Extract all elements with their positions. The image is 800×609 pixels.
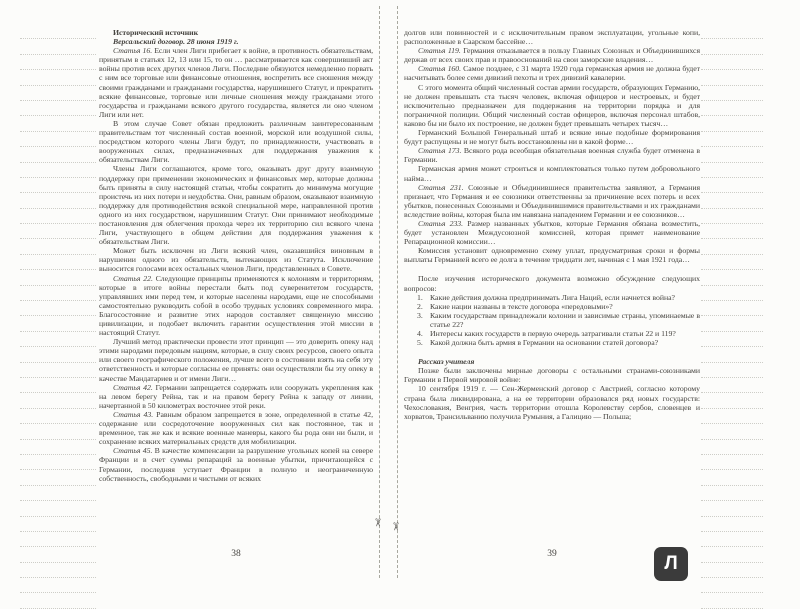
bleed-line	[20, 378, 96, 393]
bleed-line	[701, 270, 763, 285]
bleed-line	[20, 86, 96, 101]
bleed-line	[20, 24, 96, 39]
bleed-line	[20, 239, 96, 254]
bleed-line	[20, 70, 96, 85]
paragraph: Комиссия установит одновременно схему уплат, предусматривая сроки и формы выплаты Германией всего ее долга в течение тридцати лет, начиная с 1 мая 1921 года…	[404, 246, 700, 265]
question-number: 3.	[417, 310, 423, 320]
section-heading: Исторический источник	[113, 28, 199, 37]
cut-line	[379, 6, 380, 578]
question-item	[404, 302, 700, 311]
bleed-line	[701, 316, 763, 331]
article-number: Статья 119.	[418, 46, 464, 56]
bleed-line	[20, 286, 96, 301]
cut-line	[397, 6, 398, 578]
bleed-line	[20, 363, 96, 378]
scissors-icon: ✂	[371, 517, 384, 528]
bleed-line	[20, 270, 96, 285]
bleed-line	[701, 101, 763, 116]
bleed-line	[701, 178, 763, 193]
bleed-line	[701, 86, 763, 101]
paragraph: В этом случае Совет обязан предложить различным заинтересованным правительствам тот численный состав военной, морской или воздушной силы, посредством которого члены Лиги будут, по принадлежности, участвовать в вооруженных силах, предназначенных для поддержания уважения к обязательствам Лиги.	[99, 118, 373, 165]
bleed-line	[20, 147, 96, 162]
paragraph: После изучения исторического документа возможно обсуждение следующих вопросов:	[404, 274, 700, 293]
article-number: Статья 160.	[418, 64, 464, 74]
bleed-line	[701, 24, 763, 39]
page-number-left: 38	[231, 549, 241, 559]
paragraph: Позже были заключены мирные договоры с остальными странами-союзниками Германии в Первой мировой войне:	[404, 366, 700, 385]
bleed-line	[20, 347, 96, 362]
bleed-line	[701, 424, 763, 439]
bleed-line	[701, 578, 763, 593]
bleed-line	[701, 39, 763, 54]
paragraph: Статья 231. Союзные и Объединившиеся правительства заявляют, а Германия признает, что Германия и ее союзники ответственны за причинение всех потерь и всех убытков, понесенных Союзными и Объединившимися правительствами и их гражданами вследствие войны, которая была им навязана нападением Германии и ее союзников…	[404, 182, 700, 219]
paragraph: Статья 42. Германии запрещается содержать или сооружать укрепления как на левом берегу Рейна, так и на правом берегу Рейна к западу от линии, начертанной в 50 километрах восточнее этой реки.	[99, 382, 373, 410]
article-number: Статья 16.	[113, 46, 155, 56]
bleed-line	[701, 455, 763, 470]
question-item	[404, 338, 700, 347]
page-right	[404, 28, 700, 548]
section-heading: Версальский договор. 28 июня 1919 г.	[113, 37, 239, 47]
bleed-line	[20, 563, 96, 578]
question-item	[404, 329, 700, 338]
article-number: Статья 43.	[113, 409, 157, 419]
bleed-line	[20, 501, 96, 516]
bleed-line	[20, 593, 96, 608]
question-number: 2.	[417, 301, 423, 311]
bleed-line	[701, 393, 763, 408]
paragraph: Статья 16. Если член Лиги прибегает к войне, в противность обязательствам, принятым в статьях 12, 13 или 15, то он … рассматривается как совершивший акт войны против всех других членов Лиги. Последние обязуются немедленно порвать с ним все торговые или финансовые отношения, воспретить все сношения между своими гражданами и гражданами государства, нарушившего Статут, и прекратить всякие финансовые, торговые или личные сношения между гражданами этого государства и гражданами всякого другого государства, является ли оно членом Лиги или нет.	[99, 46, 373, 119]
bleed-line	[701, 55, 763, 70]
section-heading: Рассказ учителя	[418, 357, 475, 367]
question-text: Какой должна быть армия в Германии на основании статей договора?	[430, 338, 659, 348]
paragraph: Германский Большой Генеральный штаб и всякие иные подобные формирования будут распущены и не могут быть восстановлены ни в какой форме…	[404, 128, 700, 147]
bleed-line	[20, 332, 96, 347]
labirint-watermark-icon: Л	[654, 547, 688, 581]
bleed-line	[701, 239, 763, 254]
bleed-line	[20, 424, 96, 439]
bleed-line	[20, 440, 96, 455]
bleed-line	[20, 193, 96, 208]
bleed-line	[20, 486, 96, 501]
bleed-line	[701, 363, 763, 378]
bleed-line	[701, 547, 763, 562]
bleed-line	[701, 532, 763, 547]
bleed-line	[20, 209, 96, 224]
paragraph: Лучший метод практически провести этот принцип — это доверить опеку над этими народами передовым нациям, которые, в силу своих ресурсов, своего опыта или своего географического положения, лучше всего в состоянии взять на себя эту ответственность и которые согласны ее принять: они осуществляли бы эту опеку в качестве Мандатариев и от имени Лиги…	[99, 337, 373, 383]
bleed-line	[20, 39, 96, 54]
paragraph: 10 сентября 1919 г. — Сен-Жерменский договор с Австрией, согласно которому страна была ликвидирована, а на ее территории образовался ряд новых государств: Чехословакия, Венгрия, часть территории отошла Королевству сербов, словенцев и хорватов, Трансильванию получила Румыния, а Галицию — Польша;	[404, 384, 700, 421]
article-number: Статья 42.	[113, 382, 156, 392]
paragraph: Статья 119. Германия отказывается в пользу Главных Союзных и Объединившихся держав от всех своих прав и правооснований на свои заморские владения…	[404, 46, 700, 65]
paragraph: Статья 22. Следующие принципы применяются к колониям и территориям, которые в итоге войны перестали быть под суверенитетом государств, управлявших ими перед тем, и которые населены народами, еще не способными самостоятельно руководить собой в особо трудных условиях современного мира. Благосостояние и развитие этих народов составляет священную миссию цивилизации, и подобает включить гарантии осуществления этой миссии в настоящий Статут.	[99, 273, 373, 338]
article-number: Статья 22.	[113, 273, 156, 283]
question-text: Интересы каких государств в первую очередь затрагивали статьи 22 и 119?	[430, 329, 676, 338]
bleed-line	[701, 286, 763, 301]
bleed-line	[701, 116, 763, 131]
bleed-line	[701, 209, 763, 224]
bleed-line	[20, 316, 96, 331]
question-number: 5.	[417, 338, 423, 348]
bleed-line	[20, 132, 96, 147]
bleed-line	[701, 224, 763, 239]
bleed-line	[701, 255, 763, 270]
question-text: Какие действия должна предпринимать Лига Наций, если начнется война?	[430, 292, 675, 302]
bleed-line	[20, 547, 96, 562]
bleed-line	[20, 163, 96, 178]
page-bleed-right	[701, 24, 763, 609]
bleed-line	[20, 393, 96, 408]
bleed-line	[20, 116, 96, 131]
scissors-icon: ✂	[389, 521, 402, 532]
bleed-line	[701, 70, 763, 85]
bleed-line	[701, 301, 763, 316]
bleed-line	[20, 55, 96, 70]
paragraph: долгов или повинностей и с исключительным правом эксплуатации, угольные копи, расположенные в Саарском бассейне…	[404, 28, 700, 47]
bleed-line	[20, 517, 96, 532]
bleed-line	[701, 163, 763, 178]
question-text: Какие нации названы в тексте договора «передовыми»?	[430, 301, 613, 311]
bleed-line	[701, 409, 763, 424]
bleed-line	[20, 301, 96, 316]
bleed-line	[701, 147, 763, 162]
question-number: 4.	[417, 329, 423, 338]
bleed-line	[701, 517, 763, 532]
question-item	[404, 311, 700, 329]
article-number: Статья 173.	[418, 146, 464, 156]
bleed-line	[701, 501, 763, 516]
page-bleed-left	[20, 24, 96, 609]
question-text: Каким государствам принадлежали колонии и зависимые страны, упоминаемые в статье 22?	[430, 310, 700, 329]
question-item	[404, 293, 700, 302]
bleed-line	[20, 224, 96, 239]
question-number: 1.	[417, 292, 423, 302]
bleed-line	[20, 455, 96, 470]
bleed-line	[701, 486, 763, 501]
bleed-line	[20, 409, 96, 424]
paragraph: Члены Лиги соглашаются, кроме того, оказывать друг другу взаимную поддержку при применении экономических и финансовых мер, которые должны быть приняты в силу настоящей статьи, чтобы сократить до минимума могущие проистечь из них потери и неудобства. Они, равным образом, оказывают взаимную поддержку для противодействия всякой специальной мере, направленной против одного из них государством, нарушившим Статут. Они принимают необходимые постановления для облегчения прохода через их территорию сил всякого члена Лиги, участвующего в общем действии для поддержания уважения к обязательствам Лиги.	[99, 164, 373, 247]
article-number: Статья 231.	[418, 182, 469, 192]
bleed-line	[701, 332, 763, 347]
bleed-line	[701, 440, 763, 455]
paragraph: Статья 45. В качестве компенсации за разрушение угольных копей на севере Франции и в счет суммы репараций за военные убытки, причитающейся с Германии, последняя уступает Франции в полную и неограниченную собственность, свободными и чистыми от всяких	[99, 446, 373, 483]
bleed-line	[20, 255, 96, 270]
bleed-line	[20, 178, 96, 193]
page-left	[99, 28, 373, 548]
paragraph: Может быть исключен из Лиги всякий член, оказавшийся виновным в нарушении одного из обязательств, вытекающих из Статута. Исключение выносится голосами всех остальных членов Лиги, представленных в Совете.	[99, 246, 373, 274]
bleed-line	[20, 101, 96, 116]
bleed-line	[701, 593, 763, 608]
bleed-line	[701, 470, 763, 485]
bleed-line	[20, 532, 96, 547]
paragraph: Германская армия может строиться и комплектоваться только путем добровольного найма…	[404, 164, 700, 183]
bleed-line	[701, 347, 763, 362]
bleed-line	[20, 578, 96, 593]
bleed-line	[701, 378, 763, 393]
article-number: Статья 45.	[113, 446, 155, 456]
paragraph: Статья 173. Всякого рода всеобщая обязательная военная служба будет отменена в Германии.	[404, 146, 700, 165]
article-number: Статья 233.	[418, 218, 468, 228]
page-number-right: 39	[547, 549, 557, 559]
bleed-line	[701, 193, 763, 208]
bleed-line	[701, 132, 763, 147]
paragraph: Статья 160. Самое позднее, с 31 марта 1920 года германская армия не должна будет насчитывать более семи дивизий пехоты и трех дивизий кавалерии.	[404, 64, 700, 83]
paragraph: Статья 233. Размер названных убытков, которые Германия обязана возместить, будет установлен Междусоюзной комиссией, которая примет наименование Репарационной комиссии…	[404, 218, 700, 247]
bleed-line	[701, 563, 763, 578]
paragraph: С этого момента общий численный состав армии государств, образующих Германию, не должен превышать ста тысяч человек, включая офицеров и нестроевых, и будет исключительно предназначен для поддержания на территории порядка и для пограничной полиции. Общий численный состав офицеров, включая персонал штабов, каково бы ни было их построение, не должен будет превышать четырех тысяч…	[404, 82, 700, 128]
paragraph: Статья 43. Равным образом запрещается в зоне, определенной в статье 42, содержание или сосредоточение вооруженных сил как постоянное, так и временное, так же как и всякие военные маневры, какого бы рода они ни были, и сохранение всяких материальных средств для мобилизации.	[99, 409, 373, 447]
bleed-line	[20, 470, 96, 485]
